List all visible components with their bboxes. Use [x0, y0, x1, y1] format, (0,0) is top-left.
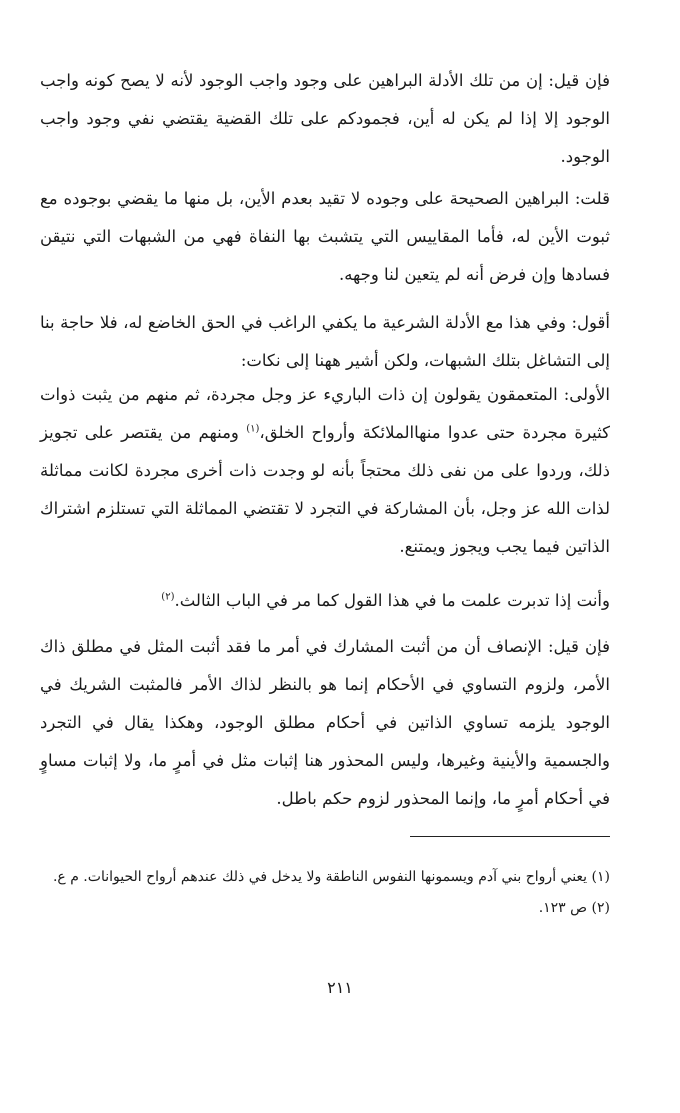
paragraph-first-point-text-a: الأولى: المتعمقون يقولون إن ذات الباريء عز وجل مجردة، ثم منهم من يثبت ذوات كثيرة مجردة حتى عدوا منهاالملائكة وأرواح الخلق، [40, 385, 610, 442]
footnote-ref-1: (١) [246, 423, 260, 435]
paragraph-first-point-text-b: ومنهم من يقتصر على تجويز ذلك، وردوا على من نفى ذلك محتجاً بأنه لو وجدت ذات أخرى مجردة لكانت مماثلة لذات الله عز وجل، بأن المشاركة في التجرد لا تقتضي المماثلة التي تستلزم اشتراك الذاتين فيما يجب ويجوز ويمتنع. [40, 423, 610, 556]
page-number: ٢١١ [327, 978, 353, 997]
footnote-separator [410, 836, 610, 837]
paragraph-comment: أقول: وفي هذا مع الأدلة الشرعية ما يكفي الراغب في الحق الخاضع له، فلا حاجة بنا إلى التشاغل بتلك الشبهات، ولكن أشير ههنا إلى نكات: [40, 313, 610, 370]
paragraph-first-point [40, 376, 610, 566]
footnote-ref-2: (٢) [161, 591, 175, 603]
paragraph-objection-2: فإن قيل: الإنصاف أن من أثبت المشارك في أمر ما فقد أثبت المثل في مطلق ذاك الأمر، ولزوم التساوي في الأحكام إنما هو بالنظر لذاك الأمر فالمثبت الشريك في الوجود يلزمه تساوي الذاتين في أحكام مطلق الوجود، وهكذا يقال في التجرد والجسمية والأينية وغيرها، وليس المحذور هنا إثبات مثل في أمرٍ ما، ولا إثبات مساوٍ في أحكام أمرٍ ما، وإنما المحذور لزوم حكم باطل. [40, 637, 610, 808]
paragraph-reflection-text: وأنت إذا تدبرت علمت ما في هذا القول كما مر في الباب الثالث. [174, 591, 610, 610]
paragraph-objection-1: فإن قيل: إن من تلك الأدلة البراهين على وجود واجب الوجود لأنه لا يصح كونه واجب الوجود إلا إذا لم يكن له أين، فجمودكم على تلك القضية يقتضي نفي وجود واجب الوجود. [40, 71, 610, 166]
footnote-1: (١) يعني أرواح بني آدم ويسمونها النفوس الناطقة ولا يدخل في ذلك عندهم أرواح الحيوانات. م ع. [52, 869, 610, 885]
footnote-2: (٢) ص ١٢٣. [538, 900, 610, 916]
paragraph-reply-1: قلت: البراهين الصحيحة على وجوده لا تقيد بعدم الأين، بل منها ما يقضي بوجوده مع ثبوت الأين له، فأما المقاييس التي يتشبث بها النفاة فهي من الشبهات التي نتيقن فسادها وإن فرض أنه لم يتعين لنا وجهه. [40, 189, 610, 284]
paragraph-reflection [40, 582, 610, 620]
footnotes-section [40, 862, 610, 924]
